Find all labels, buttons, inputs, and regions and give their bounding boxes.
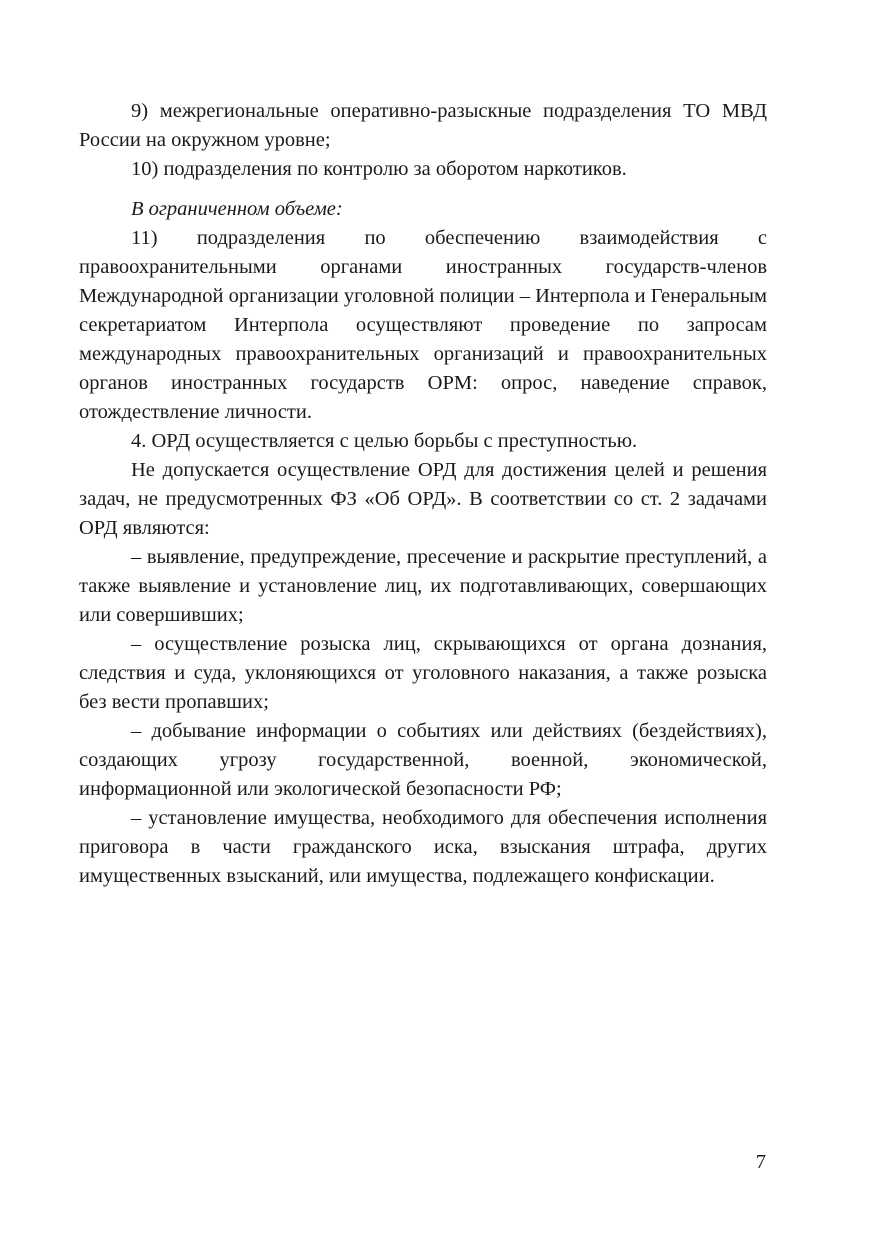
task-item-property: – установление имущества, необходимого для обеспечения исполнения приговора в части гражданского иска, взыскания штрафа, других имущественных взысканий, или имущества, подлежащего конфискации.	[79, 807, 767, 887]
limited-scope-heading: В ограниченном объеме:	[131, 198, 343, 220]
point-4-paragraph: 4. ОРД осуществляется с целью борьбы с преступностью.	[131, 430, 638, 452]
task-item-search: – осуществление розыска лиц, скрывающихся от органа дознания, следствия и суда, уклоняющихся от уголовного наказания, а также розыска без вести пропавших;	[79, 633, 767, 713]
list-item-11: 11) подразделения по обеспечению взаимодействия с правоохранительными органами иностранных государств-членов Международной организации уголовной полиции – Интерпола и Генеральным секретариатом Интерпола осуществляют проведение по запросам международных правоохранительных организаций и правоохранительных органов иностранных государств ОРМ: опрос, наведение справок, отождествление личности.	[79, 227, 767, 423]
list-item-10: 10) подразделения по контролю за оборотом наркотиков.	[131, 158, 627, 180]
task-item-information: – добывание информации о событиях или действиях (бездействиях), создающих угрозу государственной, военной, экономической, информационной или экологической безопасности РФ;	[79, 720, 767, 800]
body-text	[79, 97, 767, 891]
not-allowed-paragraph: Не допускается осуществление ОРД для достижения целей и решения задач, не предусмотренных ФЗ «Об ОРД». В соответствии со ст. 2 задачами ОРД являются:	[79, 459, 767, 539]
task-item-detection: – выявление, предупреждение, пресечение и раскрытие преступлений, а также выявление и установление лиц, их подготавливающих, совершающих или совершивших;	[79, 546, 767, 626]
list-item-9: 9) межрегиональные оперативно-разыскные подразделения ТО МВД России на окружном уровне;	[79, 100, 767, 151]
page-number: 7	[755, 1151, 766, 1173]
